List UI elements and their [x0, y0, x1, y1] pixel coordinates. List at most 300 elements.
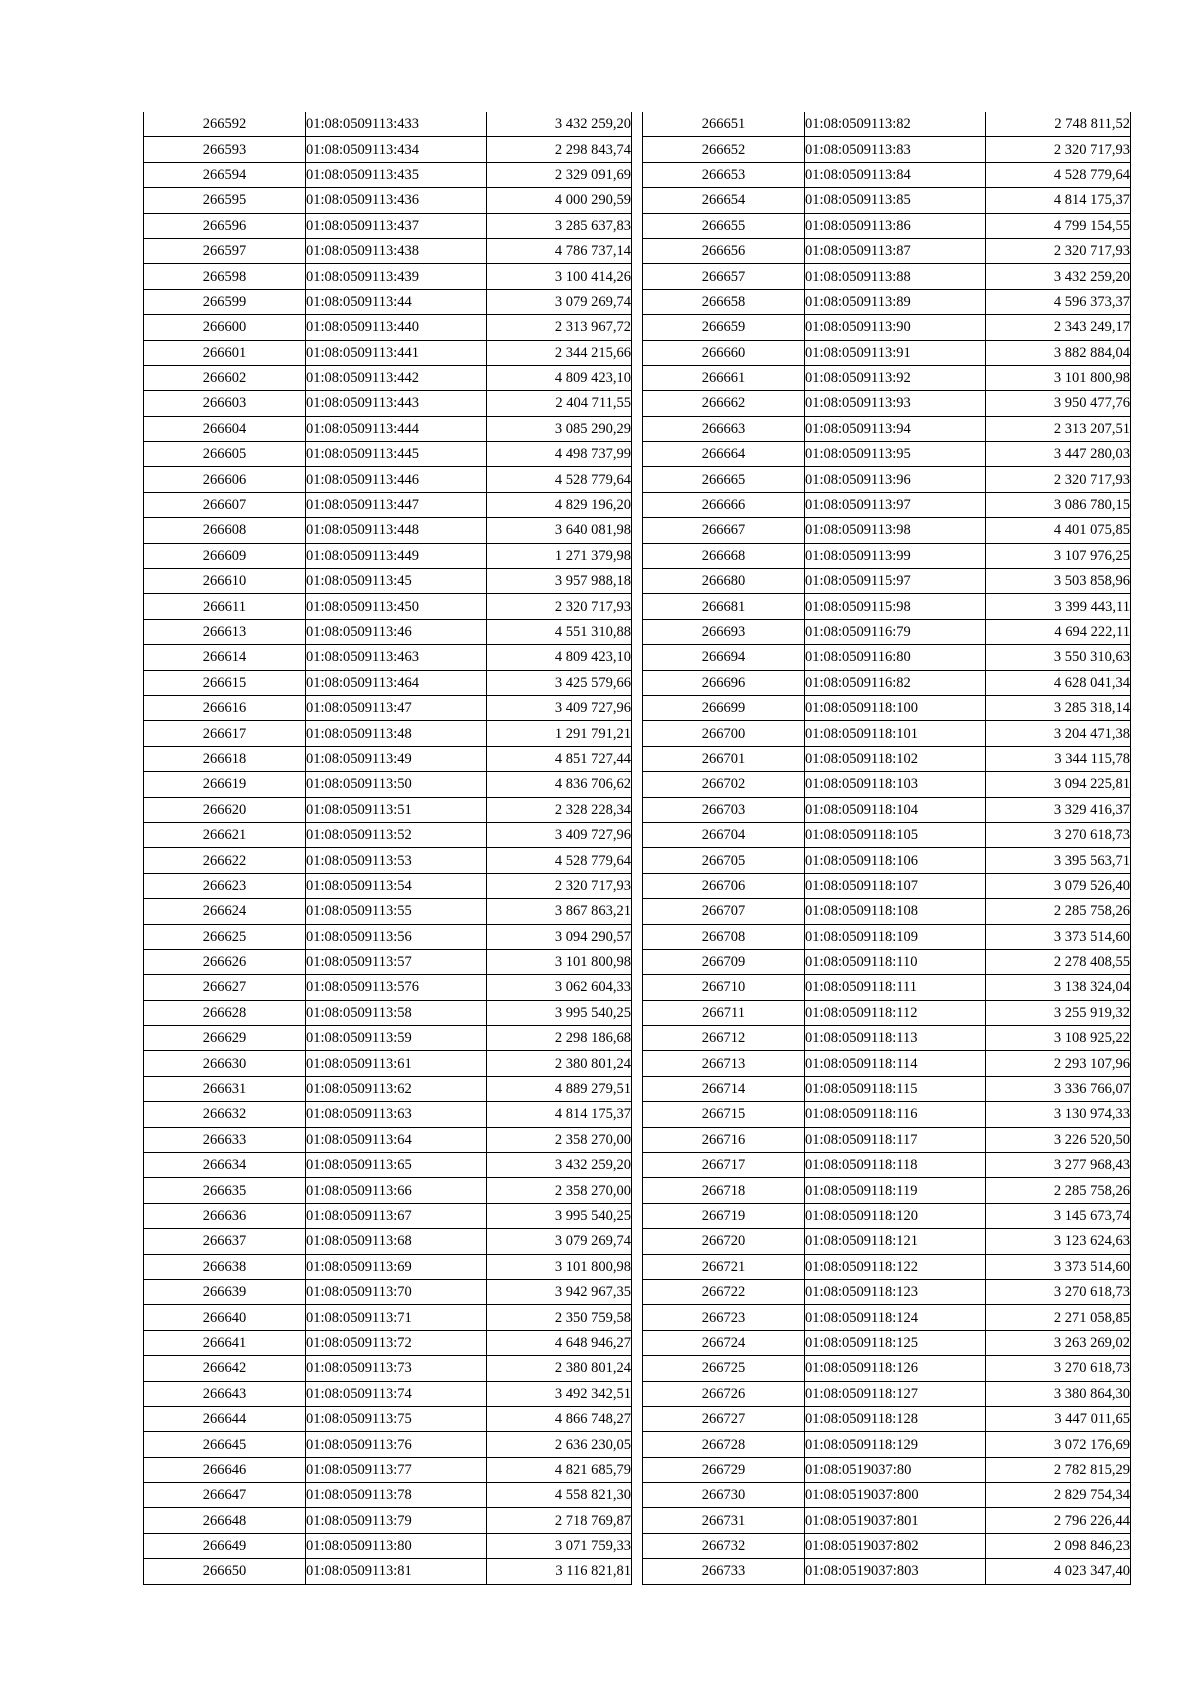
table-row: [643, 1330, 1131, 1355]
row-number: 266717: [643, 1153, 805, 1178]
cadastral-value: 4 000 290,59: [487, 188, 632, 213]
table-row: [643, 569, 1131, 594]
cadastral-value: 3 950 477,76: [986, 391, 1131, 416]
table-row: [144, 1508, 632, 1533]
table-row: [643, 899, 1131, 924]
cadastral-value: 4 648 946,27: [487, 1330, 632, 1355]
cadastral-value: 3 395 563,71: [986, 848, 1131, 873]
cadastral-value: 3 373 514,60: [986, 924, 1131, 949]
cadastral-value: 3 094 290,57: [487, 924, 632, 949]
row-number: 266661: [643, 365, 805, 390]
cadastral-number: 01:08:0509113:86: [805, 213, 986, 238]
row-number: 266628: [144, 1000, 306, 1025]
row-number: 266716: [643, 1127, 805, 1152]
cadastral-value: 3 130 974,33: [986, 1102, 1131, 1127]
cadastral-value: 2 358 270,00: [487, 1178, 632, 1203]
cadastral-number: 01:08:0509113:74: [306, 1381, 487, 1406]
cadastral-value: 1 271 379,98: [487, 543, 632, 568]
cadastral-value: 3 344 115,78: [986, 746, 1131, 771]
cadastral-number: 01:08:0509113:433: [306, 112, 487, 137]
row-number: 266715: [643, 1102, 805, 1127]
row-number: 266663: [643, 416, 805, 441]
cadastral-number: 01:08:0509113:449: [306, 543, 487, 568]
table-row: [643, 518, 1131, 543]
table-row: [643, 137, 1131, 162]
cadastral-value: 2 285 758,26: [986, 899, 1131, 924]
row-number: 266593: [144, 137, 306, 162]
cadastral-number: 01:08:0509118:122: [805, 1254, 986, 1279]
table-row: [643, 1000, 1131, 1025]
cadastral-number: 01:08:0509118:116: [805, 1102, 986, 1127]
row-number: 266693: [643, 619, 805, 644]
cadastral-number: 01:08:0509113:85: [805, 188, 986, 213]
cadastral-number: 01:08:0509113:438: [306, 238, 487, 263]
table-row: [643, 264, 1131, 289]
cadastral-number: 01:08:0509113:437: [306, 213, 487, 238]
cadastral-number: 01:08:0509118:114: [805, 1051, 986, 1076]
row-number: 266655: [643, 213, 805, 238]
cadastral-value: 4 836 706,62: [487, 772, 632, 797]
row-number: 266618: [144, 746, 306, 771]
table-row: [643, 492, 1131, 517]
table-row: [144, 873, 632, 898]
row-number: 266617: [144, 721, 306, 746]
row-number: 266718: [643, 1178, 805, 1203]
table-row: [643, 442, 1131, 467]
table-row: [144, 619, 632, 644]
cadastral-number: 01:08:0509118:117: [805, 1127, 986, 1152]
cadastral-number: 01:08:0509118:113: [805, 1026, 986, 1051]
cadastral-value: 4 023 347,40: [986, 1559, 1131, 1584]
cadastral-number: 01:08:0509113:440: [306, 315, 487, 340]
row-number: 266701: [643, 746, 805, 771]
row-number: 266719: [643, 1203, 805, 1228]
row-number: 266720: [643, 1229, 805, 1254]
cadastral-value: 2 343 249,17: [986, 315, 1131, 340]
cadastral-number: 01:08:0509113:73: [306, 1356, 487, 1381]
table-row: [144, 1457, 632, 1482]
cadastral-value: 4 528 779,64: [986, 162, 1131, 187]
left-registry-table: [143, 112, 632, 1585]
cadastral-value: 3 079 269,74: [487, 1229, 632, 1254]
row-number: 266702: [643, 772, 805, 797]
table-row: [144, 518, 632, 543]
cadastral-number: 01:08:0509113:44: [306, 289, 487, 314]
cadastral-number: 01:08:0509113:52: [306, 822, 487, 847]
cadastral-value: 3 138 324,04: [986, 975, 1131, 1000]
table-row: [643, 746, 1131, 771]
cadastral-number: 01:08:0509118:108: [805, 899, 986, 924]
row-number: 266632: [144, 1102, 306, 1127]
row-number: 266656: [643, 238, 805, 263]
cadastral-number: 01:08:0509118:102: [805, 746, 986, 771]
table-row: [144, 594, 632, 619]
table-row: [144, 289, 632, 314]
cadastral-number: 01:08:0509113:88: [805, 264, 986, 289]
cadastral-value: 4 498 737,99: [487, 442, 632, 467]
cadastral-value: 2 320 717,93: [986, 467, 1131, 492]
cadastral-value: 4 628 041,34: [986, 670, 1131, 695]
cadastral-value: 2 782 815,29: [986, 1457, 1131, 1482]
row-number: 266630: [144, 1051, 306, 1076]
cadastral-number: 01:08:0509113:79: [306, 1508, 487, 1533]
cadastral-number: 01:08:0509118:100: [805, 695, 986, 720]
row-number: 266608: [144, 518, 306, 543]
table-row: [144, 1051, 632, 1076]
cadastral-value: 4 528 779,64: [487, 467, 632, 492]
table-row: [643, 1305, 1131, 1330]
cadastral-value: 3 145 673,74: [986, 1203, 1131, 1228]
table-row: [144, 670, 632, 695]
row-number: 266644: [144, 1406, 306, 1431]
cadastral-value: 2 350 759,58: [487, 1305, 632, 1330]
table-row: [144, 1533, 632, 1558]
cadastral-value: 2 098 846,23: [986, 1533, 1131, 1558]
row-number: 266631: [144, 1076, 306, 1101]
table-row: [643, 1457, 1131, 1482]
cadastral-number: 01:08:0509113:49: [306, 746, 487, 771]
table-row: [144, 391, 632, 416]
row-number: 266651: [643, 112, 805, 137]
row-number: 266648: [144, 1508, 306, 1533]
cadastral-value: 2 796 226,44: [986, 1508, 1131, 1533]
table-row: [144, 442, 632, 467]
cadastral-number: 01:08:0509113:464: [306, 670, 487, 695]
row-number: 266650: [144, 1559, 306, 1584]
table-row: [643, 1153, 1131, 1178]
cadastral-value: 2 298 186,68: [487, 1026, 632, 1051]
table-row: [144, 949, 632, 974]
cadastral-number: 01:08:0509113:82: [805, 112, 986, 137]
row-number: 266694: [643, 645, 805, 670]
row-number: 266634: [144, 1153, 306, 1178]
cadastral-value: 4 528 779,64: [487, 848, 632, 873]
table-row: [144, 1381, 632, 1406]
row-number: 266642: [144, 1356, 306, 1381]
cadastral-value: 4 551 310,88: [487, 619, 632, 644]
cadastral-number: 01:08:0509118:103: [805, 772, 986, 797]
cadastral-number: 01:08:0509113:93: [805, 391, 986, 416]
cadastral-number: 01:08:0509113:87: [805, 238, 986, 263]
table-row: [643, 391, 1131, 416]
cadastral-value: 3 285 318,14: [986, 695, 1131, 720]
row-number: 266598: [144, 264, 306, 289]
cadastral-number: 01:08:0509113:463: [306, 645, 487, 670]
row-number: 266635: [144, 1178, 306, 1203]
row-number: 266620: [144, 797, 306, 822]
cadastral-number: 01:08:0509113:444: [306, 416, 487, 441]
row-number: 266723: [643, 1305, 805, 1330]
cadastral-number: 01:08:0509113:72: [306, 1330, 487, 1355]
table-row: [144, 340, 632, 365]
cadastral-number: 01:08:0509116:79: [805, 619, 986, 644]
cadastral-value: 3 072 176,69: [986, 1432, 1131, 1457]
cadastral-number: 01:08:0509113:439: [306, 264, 487, 289]
cadastral-number: 01:08:0509115:98: [805, 594, 986, 619]
cadastral-value: 2 313 967,72: [487, 315, 632, 340]
row-number: 266731: [643, 1508, 805, 1533]
table-row: [144, 1330, 632, 1355]
cadastral-value: 3 255 919,32: [986, 1000, 1131, 1025]
cadastral-number: 01:08:0509113:77: [306, 1457, 487, 1482]
cadastral-number: 01:08:0509118:121: [805, 1229, 986, 1254]
row-number: 266652: [643, 137, 805, 162]
table-row: [643, 1381, 1131, 1406]
table-row: [643, 797, 1131, 822]
row-number: 266624: [144, 899, 306, 924]
row-number: 266592: [144, 112, 306, 137]
row-number: 266711: [643, 1000, 805, 1025]
cadastral-value: 1 291 791,21: [487, 721, 632, 746]
table-row: [643, 772, 1131, 797]
table-row: [144, 365, 632, 390]
row-number: 266726: [643, 1381, 805, 1406]
cadastral-value: 2 328 228,34: [487, 797, 632, 822]
table-row: [144, 1432, 632, 1457]
table-row: [144, 1127, 632, 1152]
cadastral-value: 3 882 884,04: [986, 340, 1131, 365]
cadastral-value: 3 079 526,40: [986, 873, 1131, 898]
table-row: [144, 137, 632, 162]
cadastral-number: 01:08:0509113:65: [306, 1153, 487, 1178]
table-row: [144, 975, 632, 1000]
table-row: [144, 1026, 632, 1051]
cadastral-value: 3 447 011,65: [986, 1406, 1131, 1431]
cadastral-number: 01:08:0509113:51: [306, 797, 487, 822]
cadastral-value: 4 866 748,27: [487, 1406, 632, 1431]
cadastral-value: 3 079 269,74: [487, 289, 632, 314]
cadastral-number: 01:08:0509113:63: [306, 1102, 487, 1127]
cadastral-number: 01:08:0509118:129: [805, 1432, 986, 1457]
cadastral-value: 3 100 414,26: [487, 264, 632, 289]
cadastral-value: 2 298 843,74: [487, 137, 632, 162]
row-number: 266699: [643, 695, 805, 720]
table-row: [643, 1483, 1131, 1508]
row-number: 266725: [643, 1356, 805, 1381]
cadastral-value: 3 432 259,20: [986, 264, 1131, 289]
cadastral-value: 3 409 727,96: [487, 822, 632, 847]
cadastral-number: 01:08:0509113:67: [306, 1203, 487, 1228]
cadastral-number: 01:08:0509113:58: [306, 1000, 487, 1025]
row-number: 266616: [144, 695, 306, 720]
cadastral-value: 2 278 408,55: [986, 949, 1131, 974]
cadastral-number: 01:08:0509113:81: [306, 1559, 487, 1584]
row-number: 266662: [643, 391, 805, 416]
table-row: [643, 112, 1131, 137]
table-row: [643, 721, 1131, 746]
cadastral-number: 01:08:0509118:119: [805, 1178, 986, 1203]
row-number: 266681: [643, 594, 805, 619]
cadastral-value: 4 401 075,85: [986, 518, 1131, 543]
table-row: [643, 289, 1131, 314]
cadastral-number: 01:08:0509113:59: [306, 1026, 487, 1051]
cadastral-number: 01:08:0519037:801: [805, 1508, 986, 1533]
cadastral-value: 3 123 624,63: [986, 1229, 1131, 1254]
row-number: 266724: [643, 1330, 805, 1355]
cadastral-number: 01:08:0509113:434: [306, 137, 487, 162]
cadastral-value: 3 942 967,35: [487, 1279, 632, 1304]
cadastral-value: 3 062 604,33: [487, 975, 632, 1000]
table-row: [144, 264, 632, 289]
table-row: [643, 873, 1131, 898]
table-row: [144, 492, 632, 517]
row-number: 266657: [643, 264, 805, 289]
cadastral-number: 01:08:0509113:447: [306, 492, 487, 517]
cadastral-number: 01:08:0509118:126: [805, 1356, 986, 1381]
table-row: [144, 1559, 632, 1584]
table-row: [643, 213, 1131, 238]
table-row: [144, 645, 632, 670]
cadastral-value: 2 313 207,51: [986, 416, 1131, 441]
table-row: [144, 238, 632, 263]
table-row: [643, 1279, 1131, 1304]
table-row: [643, 848, 1131, 873]
cadastral-value: 2 320 717,93: [487, 594, 632, 619]
row-number: 266703: [643, 797, 805, 822]
row-number: 266645: [144, 1432, 306, 1457]
table-row: [144, 848, 632, 873]
table-row: [643, 1051, 1131, 1076]
table-row: [144, 721, 632, 746]
row-number: 266636: [144, 1203, 306, 1228]
cadastral-number: 01:08:0509113:84: [805, 162, 986, 187]
right-table-body: [643, 112, 1131, 1584]
cadastral-number: 01:08:0509118:105: [805, 822, 986, 847]
row-number: 266654: [643, 188, 805, 213]
row-number: 266633: [144, 1127, 306, 1152]
table-row: [643, 162, 1131, 187]
table-row: [144, 822, 632, 847]
row-number: 266609: [144, 543, 306, 568]
cadastral-value: 3 503 858,96: [986, 569, 1131, 594]
cadastral-value: 3 409 727,96: [487, 695, 632, 720]
cadastral-number: 01:08:0519037:80: [805, 1457, 986, 1482]
cadastral-number: 01:08:0509113:70: [306, 1279, 487, 1304]
cadastral-value: 3 101 800,98: [487, 1254, 632, 1279]
row-number: 266721: [643, 1254, 805, 1279]
table-row: [144, 1178, 632, 1203]
row-number: 266706: [643, 873, 805, 898]
row-number: 266664: [643, 442, 805, 467]
cadastral-value: 3 101 800,98: [986, 365, 1131, 390]
cadastral-number: 01:08:0509113:95: [805, 442, 986, 467]
cadastral-value: 3 085 290,29: [487, 416, 632, 441]
table-row: [144, 1356, 632, 1381]
cadastral-number: 01:08:0509113:97: [805, 492, 986, 517]
row-number: 266600: [144, 315, 306, 340]
cadastral-value: 3 270 618,73: [986, 1356, 1131, 1381]
table-row: [643, 1076, 1131, 1101]
cadastral-number: 01:08:0509113:442: [306, 365, 487, 390]
cadastral-value: 2 380 801,24: [487, 1356, 632, 1381]
cadastral-value: 4 821 685,79: [487, 1457, 632, 1482]
cadastral-number: 01:08:0509118:128: [805, 1406, 986, 1431]
row-number: 266660: [643, 340, 805, 365]
cadastral-value: 3 204 471,38: [986, 721, 1131, 746]
cadastral-value: 3 399 443,11: [986, 594, 1131, 619]
cadastral-number: 01:08:0509118:106: [805, 848, 986, 873]
row-number: 266602: [144, 365, 306, 390]
row-number: 266732: [643, 1533, 805, 1558]
table-row: [144, 315, 632, 340]
row-number: 266603: [144, 391, 306, 416]
cadastral-number: 01:08:0509113:71: [306, 1305, 487, 1330]
cadastral-number: 01:08:0509118:104: [805, 797, 986, 822]
table-row: [643, 924, 1131, 949]
table-row: [643, 1102, 1131, 1127]
table-row: [643, 238, 1131, 263]
cadastral-number: 01:08:0509113:50: [306, 772, 487, 797]
row-number: 266637: [144, 1229, 306, 1254]
table-row: [144, 1000, 632, 1025]
cadastral-number: 01:08:0509113:576: [306, 975, 487, 1000]
cadastral-value: 4 809 423,10: [487, 645, 632, 670]
cadastral-number: 01:08:0509113:99: [805, 543, 986, 568]
cadastral-value: 3 995 540,25: [487, 1203, 632, 1228]
cadastral-number: 01:08:0509113:57: [306, 949, 487, 974]
cadastral-value: 4 814 175,37: [986, 188, 1131, 213]
row-number: 266700: [643, 721, 805, 746]
cadastral-value: 3 270 618,73: [986, 1279, 1131, 1304]
row-number: 266707: [643, 899, 805, 924]
cadastral-value: 2 293 107,96: [986, 1051, 1131, 1076]
row-number: 266613: [144, 619, 306, 644]
cadastral-number: 01:08:0519037:802: [805, 1533, 986, 1558]
cadastral-number: 01:08:0509113:435: [306, 162, 487, 187]
cadastral-number: 01:08:0509115:97: [805, 569, 986, 594]
table-row: [144, 899, 632, 924]
left-table-body: [144, 112, 632, 1584]
cadastral-value: 2 380 801,24: [487, 1051, 632, 1076]
row-number: 266705: [643, 848, 805, 873]
cadastral-number: 01:08:0509113:48: [306, 721, 487, 746]
table-row: [144, 1203, 632, 1228]
cadastral-number: 01:08:0509113:61: [306, 1051, 487, 1076]
cadastral-value: 4 809 423,10: [487, 365, 632, 390]
cadastral-value: 3 107 976,25: [986, 543, 1131, 568]
table-row: [643, 1432, 1131, 1457]
cadastral-number: 01:08:0509113:448: [306, 518, 487, 543]
row-number: 266626: [144, 949, 306, 974]
cadastral-value: 3 285 637,83: [487, 213, 632, 238]
table-row: [643, 340, 1131, 365]
row-number: 266640: [144, 1305, 306, 1330]
row-number: 266606: [144, 467, 306, 492]
cadastral-value: 2 285 758,26: [986, 1178, 1131, 1203]
cadastral-value: 4 814 175,37: [487, 1102, 632, 1127]
cadastral-number: 01:08:0509113:46: [306, 619, 487, 644]
cadastral-number: 01:08:0509113:441: [306, 340, 487, 365]
table-row: [643, 416, 1131, 441]
row-number: 266639: [144, 1279, 306, 1304]
right-registry-table: [642, 112, 1131, 1585]
cadastral-number: 01:08:0509118:127: [805, 1381, 986, 1406]
cadastral-number: 01:08:0509113:68: [306, 1229, 487, 1254]
row-number: 266599: [144, 289, 306, 314]
table-row: [144, 213, 632, 238]
row-number: 266638: [144, 1254, 306, 1279]
row-number: 266658: [643, 289, 805, 314]
table-row: [643, 1356, 1131, 1381]
cadastral-value: 3 432 259,20: [487, 1153, 632, 1178]
table-row: [643, 695, 1131, 720]
cadastral-value: 3 101 800,98: [487, 949, 632, 974]
cadastral-value: 4 829 196,20: [487, 492, 632, 517]
cadastral-number: 01:08:0509113:75: [306, 1406, 487, 1431]
row-number: 266665: [643, 467, 805, 492]
row-number: 266646: [144, 1457, 306, 1482]
cadastral-number: 01:08:0509118:110: [805, 949, 986, 974]
